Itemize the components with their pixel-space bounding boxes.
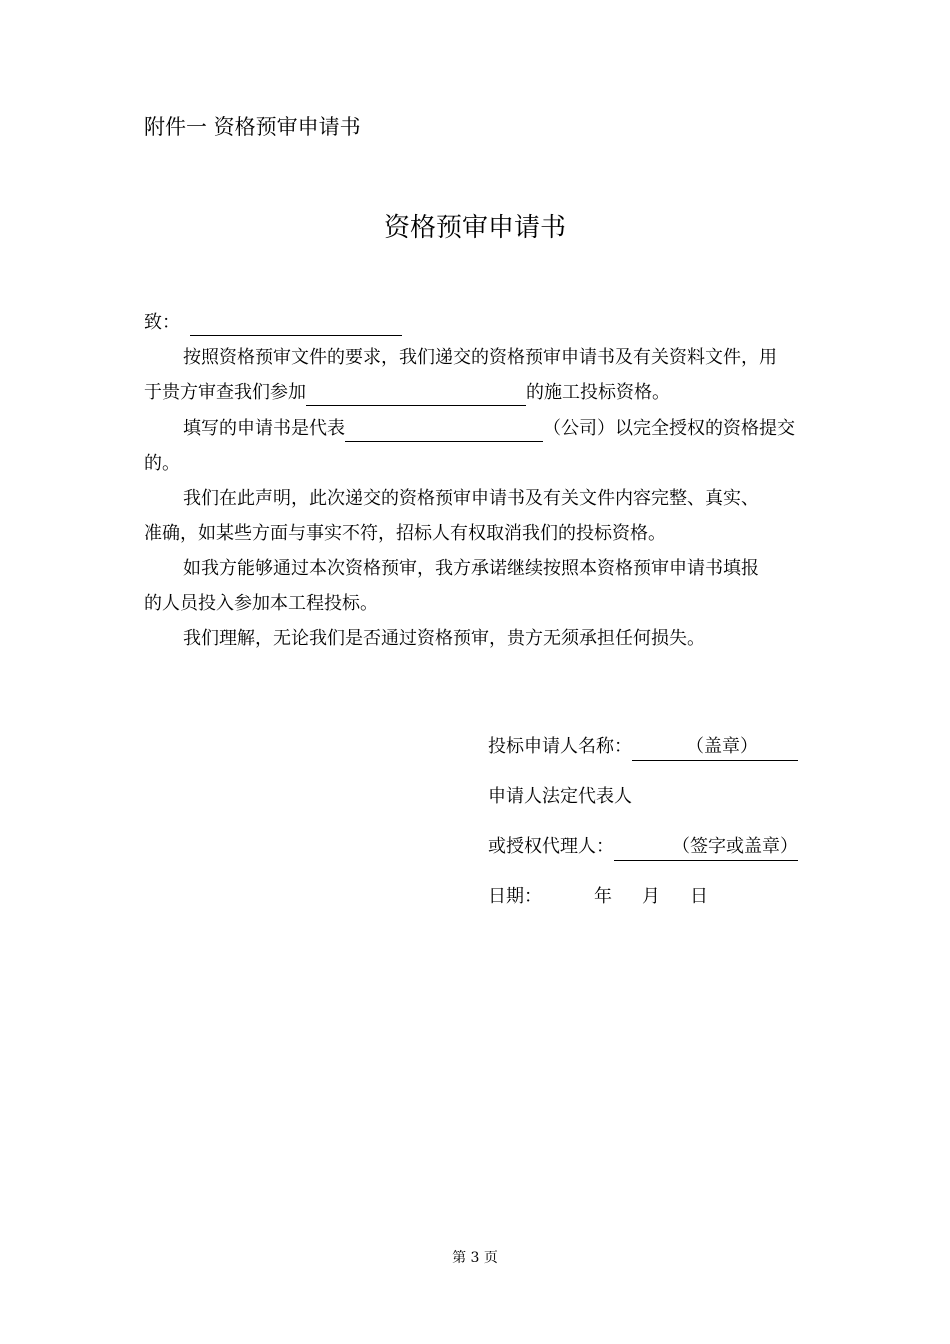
- applicant-name-row: [488, 734, 798, 761]
- paragraph-1-line-1: 按照资格预审文件的要求，我们递交的资格预审申请书及有关资料文件，用: [183, 347, 777, 368]
- paragraph-1-text-a: 于贵方审查我们参加: [144, 382, 306, 403]
- paragraph-5: 我们理解，无论我们是否通过资格预审，贵方无须承担任何损失。: [183, 628, 705, 649]
- to-label: 致：: [144, 312, 180, 333]
- page-number: 第 3 页: [452, 1250, 498, 1266]
- paragraph-2-text-b: （公司）以完全授权的资格提交: [543, 418, 795, 439]
- project-name-blank: [306, 385, 526, 406]
- authorized-agent-line: [614, 834, 798, 861]
- legal-representative-label: 申请人法定代表人: [488, 786, 632, 807]
- applicant-name-label: 投标申请人名称：: [488, 736, 632, 757]
- document-title: 资格预审申请书: [383, 213, 566, 243]
- date-label: 日期：: [488, 886, 542, 907]
- paragraph-4-line-2: 的人员投入参加本工程投标。: [144, 593, 378, 614]
- paragraph-2-line-2: 的。: [144, 453, 180, 474]
- date-year: 年: [594, 886, 612, 907]
- applicant-name-line: [632, 734, 798, 761]
- paragraph-2-line-1: [183, 416, 795, 442]
- authorized-agent-row: [488, 834, 798, 861]
- paragraph-4-line-1: 如我方能够通过本次资格预审，我方承诺继续按照本资格预审申请书填报: [183, 558, 759, 579]
- seal-note: （盖章）: [686, 736, 758, 757]
- date-month: 月: [642, 886, 660, 907]
- paragraph-3-line-1: 我们在此声明，此次递交的资格预审申请书及有关文件内容完整、真实、: [183, 488, 759, 509]
- paragraph-1-text-b: 的施工投标资格。: [526, 382, 670, 403]
- paragraph-3-line-2: 准确，如某些方面与事实不符，招标人有权取消我们的投标资格。: [144, 523, 666, 544]
- date-day: 日: [690, 886, 708, 907]
- addressee-line: [144, 310, 402, 336]
- signature-note: （签字或盖章）: [672, 836, 798, 857]
- attachment-heading: 附件一 资格预审申请书: [144, 115, 361, 139]
- paragraph-2-text-a: 填写的申请书是代表: [183, 418, 345, 439]
- paragraph-1-line-2: [144, 380, 670, 406]
- authorized-agent-label: 或授权代理人：: [488, 836, 614, 857]
- addressee-blank: [190, 315, 402, 336]
- company-name-blank: [345, 421, 543, 442]
